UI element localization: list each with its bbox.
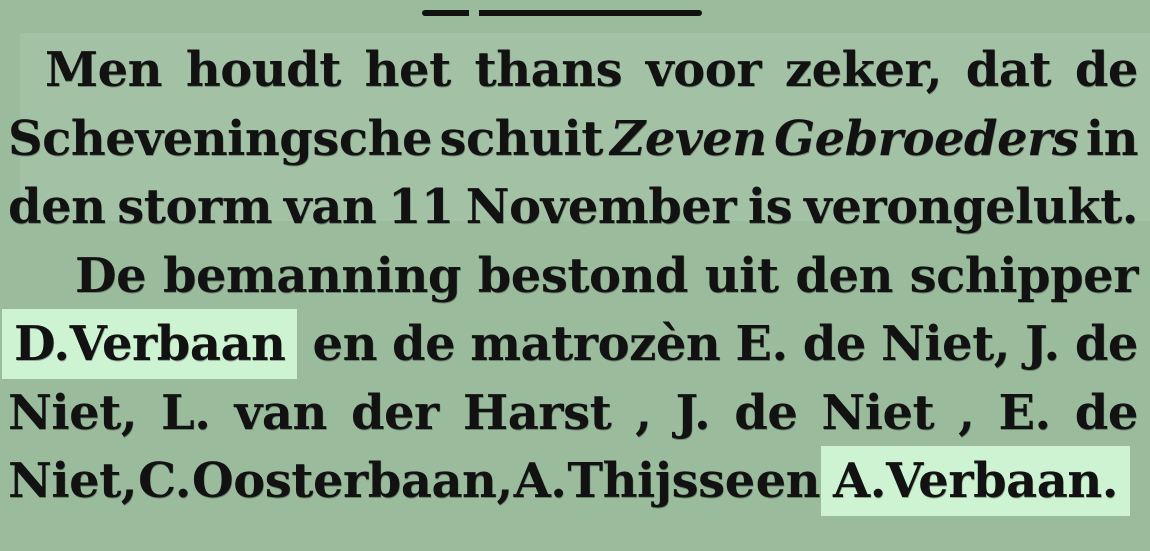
- word: der: [350, 384, 439, 441]
- text-line-7: [8, 447, 1138, 516]
- word: bemanning: [162, 247, 461, 304]
- word: den: [795, 247, 893, 304]
- word: verongelukt.: [803, 179, 1138, 236]
- word: C.: [137, 453, 192, 510]
- text-line-2: [8, 105, 1138, 174]
- word: het: [364, 42, 451, 99]
- word: en: [312, 316, 377, 373]
- word: dat: [965, 42, 1052, 99]
- word: J.: [675, 384, 711, 441]
- word: schuit: [439, 110, 603, 167]
- word: L.: [161, 384, 211, 441]
- text-line-6: [8, 379, 1138, 448]
- word: De: [75, 247, 147, 304]
- word: thans: [474, 42, 623, 99]
- word: Zeven: [610, 110, 767, 167]
- word: Gebroeders: [774, 110, 1079, 167]
- word: de: [802, 316, 866, 373]
- word: in: [1085, 110, 1138, 167]
- word: J.: [1025, 316, 1060, 373]
- word: 11: [388, 179, 454, 236]
- word: Oosterbaan,: [191, 453, 513, 510]
- word: Scheveningsche: [8, 110, 433, 167]
- word: en: [755, 453, 821, 510]
- word: van: [234, 384, 327, 441]
- word: de: [1074, 316, 1138, 373]
- word: de: [1074, 42, 1138, 99]
- highlight-d-verbaan: D.Verbaan: [2, 309, 297, 379]
- word: Niet,: [8, 453, 138, 510]
- word: voor: [645, 42, 762, 99]
- word: bestond: [477, 247, 688, 304]
- word: E.: [735, 316, 788, 373]
- word: Thijsse: [567, 453, 755, 510]
- word: ,: [958, 384, 975, 441]
- word: houdt: [185, 42, 341, 99]
- word: schipper: [909, 247, 1138, 304]
- text-line-5: [8, 310, 1138, 379]
- article-text: [8, 36, 1138, 516]
- word: matrozèn: [470, 316, 721, 373]
- word: ,: [635, 384, 652, 441]
- text-line-3: [8, 173, 1138, 242]
- word: E.: [998, 384, 1051, 441]
- highlight-a-verbaan: A.Verbaan.: [821, 446, 1130, 516]
- word: zeker,: [784, 42, 942, 99]
- word: den: [8, 179, 106, 236]
- word: is: [747, 179, 793, 236]
- text-line-4: [8, 242, 1138, 311]
- word: Niet,: [880, 316, 1010, 373]
- word: Niet,: [8, 384, 138, 441]
- word: Men: [45, 42, 163, 99]
- word: A.: [513, 453, 567, 510]
- word: storm: [117, 179, 273, 236]
- word: uit: [704, 247, 779, 304]
- text-line-1: [8, 36, 1138, 105]
- word: Harst: [462, 384, 612, 441]
- word: de: [1074, 384, 1138, 441]
- word: de: [392, 316, 456, 373]
- word: van: [283, 179, 377, 236]
- word: de: [734, 384, 798, 441]
- section-divider-rule: [422, 10, 702, 16]
- word: November: [465, 179, 737, 236]
- word: Niet: [821, 384, 935, 441]
